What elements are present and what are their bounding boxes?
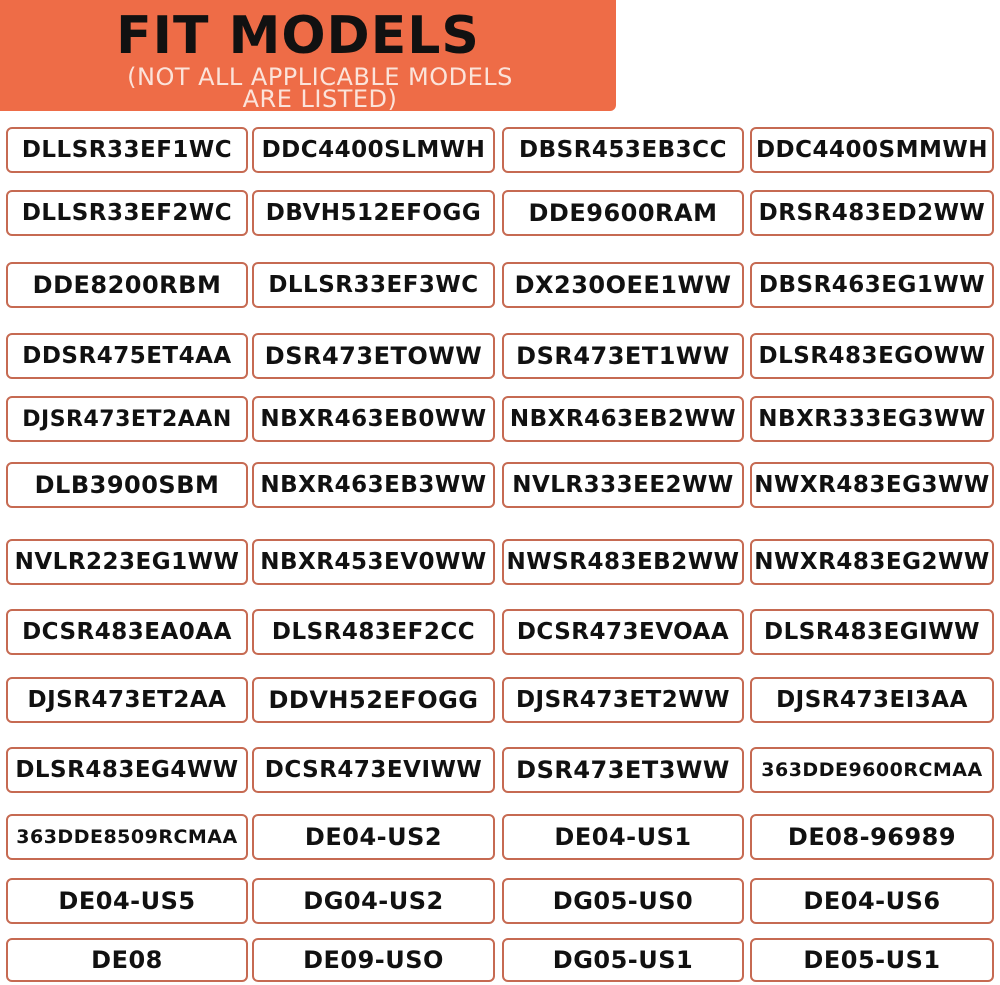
model-name: NWXR483EG3WW: [754, 472, 990, 498]
model-cell: [502, 262, 744, 308]
model-cell: [750, 396, 994, 442]
model-cell: [750, 262, 994, 308]
model-name: DE08-96989: [787, 823, 957, 851]
model-cell: [252, 262, 495, 308]
model-cell: [502, 462, 744, 508]
model-cell: [252, 462, 495, 508]
model-name: DJSR473ET2AA: [27, 687, 227, 713]
model-name: DSR473ET3WW: [516, 756, 730, 784]
model-name: DLLSR33EF2WC: [21, 200, 233, 226]
model-name: DDC4400SMMWH: [755, 137, 989, 163]
model-cell: [502, 539, 744, 585]
model-name: DE04-US2: [304, 823, 443, 851]
model-cell: [252, 814, 495, 860]
model-cell: [750, 462, 994, 508]
model-cell: [6, 462, 248, 508]
model-cell: [502, 396, 744, 442]
model-name: DBSR453EB3CC: [519, 137, 727, 163]
model-cell: [6, 396, 248, 442]
model-name: DLSR483EGIWW: [764, 619, 980, 645]
model-name: NVLR333EE2WW: [512, 472, 734, 498]
model-cell: [502, 333, 744, 379]
model-name: NBXR463EB3WW: [260, 472, 487, 498]
model-cell: [6, 609, 248, 655]
model-cell: [252, 190, 495, 236]
model-name: 363DDE8509RCMAA: [16, 826, 238, 848]
model-name: DJSR473ET2WW: [515, 687, 731, 713]
model-cell: [750, 609, 994, 655]
model-cell: [750, 878, 994, 924]
model-cell: [252, 677, 495, 723]
model-cell: [252, 539, 495, 585]
model-name: NBXR333EG3WW: [758, 406, 986, 432]
model-cell: [252, 938, 495, 982]
model-name: DG04-US2: [303, 887, 444, 915]
model-cell: [750, 190, 994, 236]
model-name: DSR473ET1WW: [516, 342, 730, 370]
model-name: NBXR463EB2WW: [509, 406, 737, 432]
model-cell: [252, 878, 495, 924]
model-name: DDC4400SLMWH: [261, 137, 486, 163]
model-name: DJSR473EI3AA: [776, 687, 968, 713]
model-name: DRSR483ED2WW: [758, 200, 986, 226]
model-name: DCSR473EVOAA: [516, 619, 730, 645]
model-name: DLLSR33EF3WC: [268, 272, 479, 298]
model-cell: [502, 814, 744, 860]
model-name: DCSR483EA0AA: [22, 619, 232, 645]
model-name: DG05-US0: [552, 887, 694, 915]
model-name: DJSR473ET2AAN: [22, 406, 232, 432]
model-name: DLB3900SBM: [34, 471, 220, 499]
model-cell: [252, 333, 495, 379]
model-cell: [502, 127, 744, 173]
model-cell: [6, 677, 248, 723]
model-name: DE05-US1: [803, 946, 941, 974]
model-cell: [6, 190, 248, 236]
model-cell: [6, 878, 248, 924]
model-name: DX230OEE1WW: [514, 271, 732, 299]
model-cell: [6, 539, 248, 585]
model-name: DBVH512EFOGG: [265, 200, 482, 226]
model-name: DE04-US6: [803, 887, 941, 915]
model-cell: [6, 333, 248, 379]
model-cell: [502, 609, 744, 655]
model-name: DE04-US5: [58, 887, 196, 915]
model-name: DG05-US1: [552, 946, 694, 974]
model-name: DDE8200RBM: [32, 271, 222, 299]
model-cell: [502, 677, 744, 723]
model-name: DBSR463EG1WW: [758, 272, 986, 298]
model-cell: [750, 127, 994, 173]
model-cell: [252, 747, 495, 793]
model-cell: [750, 539, 994, 585]
model-name: DLSR483EG4WW: [15, 757, 239, 783]
model-name: DLSR483EF2CC: [271, 619, 476, 645]
model-cell: [6, 127, 248, 173]
model-cell: [252, 396, 495, 442]
model-cell: [6, 262, 248, 308]
banner-subtitle: (NOT ALL APPLICABLE MODELS ARE LISTED): [127, 63, 513, 113]
model-cell: [750, 814, 994, 860]
model-name: DDSR475ET4AA: [22, 343, 232, 369]
model-name: DLLSR33EF1WC: [21, 137, 233, 163]
model-name: NBXR453EV0WW: [260, 549, 487, 575]
model-cell: [502, 938, 744, 982]
model-name: DE08: [91, 946, 163, 974]
model-cell: [750, 333, 994, 379]
model-name: DSR473ETOWW: [264, 342, 483, 370]
model-cell: [6, 814, 248, 860]
model-name: DE04-US1: [554, 823, 692, 851]
model-name: DDE9600RAM: [528, 199, 718, 227]
model-name: DCSR473EVIWW: [264, 757, 483, 783]
model-name: DLSR483EGOWW: [758, 343, 986, 369]
model-cell: [252, 609, 495, 655]
model-cell: [502, 190, 744, 236]
model-cell: [502, 878, 744, 924]
model-cell: [750, 938, 994, 982]
model-cell: [6, 747, 248, 793]
model-name: NBXR463EB0WW: [260, 406, 487, 432]
model-name: DE09-USO: [303, 946, 444, 974]
model-name: 363DDE9600RCMAA: [761, 759, 983, 781]
model-cell: [252, 127, 495, 173]
model-cell: [6, 938, 248, 982]
model-name: NWXR483EG2WW: [754, 549, 990, 575]
model-cell: [502, 747, 744, 793]
model-cell: [750, 747, 994, 793]
model-name: NWSR483EB2WW: [506, 549, 740, 575]
model-cell: [750, 677, 994, 723]
banner-title: FIT MODELS: [116, 6, 480, 66]
model-name: NVLR223EG1WW: [14, 549, 240, 575]
model-name: DDVH52EFOGG: [268, 686, 479, 714]
